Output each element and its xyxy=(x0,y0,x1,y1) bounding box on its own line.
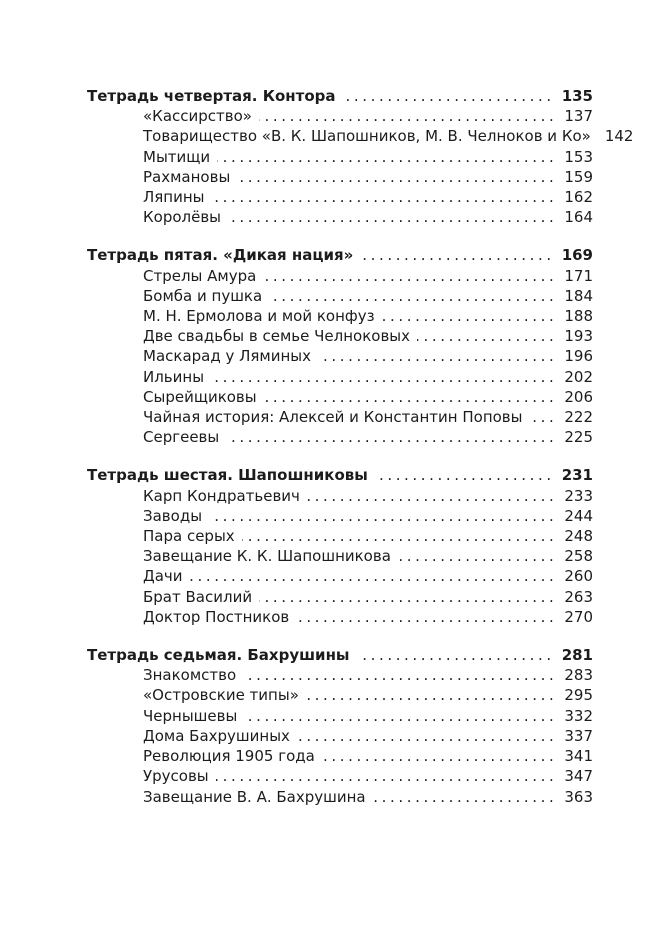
toc-item xyxy=(87,126,634,146)
item-title: Товарищество «В. К. Шапошников, М. В. Челноков и Ко» xyxy=(143,127,591,146)
item-title: Мытищи xyxy=(143,147,211,166)
item-page-number: 225 xyxy=(564,428,593,447)
toc-section-items xyxy=(87,106,634,227)
dot-leader xyxy=(190,566,558,586)
dot-leader xyxy=(237,167,557,187)
toc-item xyxy=(87,187,593,207)
toc-item xyxy=(87,486,593,506)
dot-leader xyxy=(375,465,555,485)
item-title: Ляпины xyxy=(143,188,205,207)
toc-section xyxy=(87,645,593,807)
toc-item xyxy=(87,106,593,126)
toc-item xyxy=(87,787,593,807)
toc-item xyxy=(87,207,593,227)
toc-item xyxy=(87,566,593,586)
dot-leader xyxy=(417,326,557,346)
item-title: Королёвы xyxy=(143,208,222,227)
toc-item xyxy=(87,387,593,407)
dot-leader xyxy=(373,787,558,807)
item-page-number: 258 xyxy=(564,547,593,566)
dot-leader xyxy=(259,587,557,607)
dot-leader xyxy=(296,607,557,627)
item-title: Революция 1905 года xyxy=(143,747,315,766)
toc-item xyxy=(87,346,593,366)
item-title: Бомба и пушка xyxy=(143,286,263,305)
toc-item xyxy=(87,506,593,526)
toc-item xyxy=(87,546,593,566)
toc-section xyxy=(87,86,634,227)
dot-leader xyxy=(228,207,557,227)
toc-item xyxy=(87,665,593,685)
toc-item xyxy=(87,167,593,187)
item-title: Урусовы xyxy=(143,767,209,786)
toc-item xyxy=(87,266,593,286)
item-page-number: 184 xyxy=(564,286,593,305)
toc-section-header xyxy=(87,645,593,665)
item-page-number: 164 xyxy=(564,208,593,227)
item-title: «Островские типы» xyxy=(143,686,299,705)
item-title: Маскарад у Ляминых xyxy=(143,347,312,366)
toc-item xyxy=(87,306,593,326)
item-page-number: 295 xyxy=(564,686,593,705)
section-title: Тетрадь седьмая. Бахрушины xyxy=(87,646,350,665)
dot-leader xyxy=(307,486,557,506)
toc-section xyxy=(87,465,593,627)
toc-item xyxy=(87,147,593,167)
table-of-contents xyxy=(87,86,634,807)
dot-leader xyxy=(398,546,557,566)
item-page-number: 337 xyxy=(564,726,593,745)
item-page-number: 222 xyxy=(564,408,593,427)
toc-item xyxy=(87,746,593,766)
toc-section-items xyxy=(87,665,593,806)
item-title: Чайная история: Алексей и Константин Поповы xyxy=(143,408,523,427)
section-title: Тетрадь четвертая. Контора xyxy=(87,87,336,105)
section-page-number: 135 xyxy=(561,87,593,105)
item-title: Завещание В. А. Бахрушина xyxy=(143,787,366,806)
item-title: Две свадьбы в семье Челноковых xyxy=(143,327,411,346)
item-page-number: 193 xyxy=(564,327,593,346)
dot-leader xyxy=(269,286,557,306)
toc-item xyxy=(87,766,593,786)
item-page-number: 202 xyxy=(564,367,593,386)
section-page-number: 169 xyxy=(561,246,593,265)
dot-leader xyxy=(212,187,558,207)
item-title: Сергеевы xyxy=(143,428,220,447)
item-title: Дома Бахрушиных xyxy=(143,726,290,745)
item-title: Рахмановы xyxy=(143,167,231,186)
section-page-number: 231 xyxy=(561,466,593,485)
toc-item xyxy=(87,706,593,726)
item-page-number: 137 xyxy=(564,107,593,126)
item-page-number: 233 xyxy=(564,486,593,505)
item-page-number: 332 xyxy=(564,706,593,725)
dot-leader xyxy=(216,766,558,786)
dot-leader xyxy=(360,245,554,265)
item-page-number: 188 xyxy=(564,307,593,326)
item-page-number: 196 xyxy=(564,347,593,366)
dot-leader xyxy=(242,526,558,546)
item-page-number: 171 xyxy=(564,266,593,285)
toc-section-header xyxy=(87,86,593,106)
toc-section-header xyxy=(87,245,593,265)
item-title: Знакомство xyxy=(143,666,237,685)
dot-leader xyxy=(211,367,557,387)
item-page-number: 206 xyxy=(564,387,593,406)
dot-leader xyxy=(318,346,557,366)
item-title: Чернышевы xyxy=(143,706,238,725)
item-page-number: 162 xyxy=(564,188,593,207)
dot-leader xyxy=(530,407,558,427)
toc-item xyxy=(87,326,593,346)
toc-section-header xyxy=(87,465,593,485)
dot-leader xyxy=(343,86,555,106)
toc-item xyxy=(87,587,593,607)
item-page-number: 260 xyxy=(564,567,593,586)
item-title: Стрелы Амура xyxy=(143,266,257,285)
item-title: Заводы xyxy=(143,506,203,525)
dot-leader xyxy=(226,427,557,447)
section-title: Тетрадь шестая. Шапошниковы xyxy=(87,466,368,485)
item-page-number: 270 xyxy=(564,607,593,626)
dot-leader xyxy=(322,746,558,766)
toc-item xyxy=(87,607,593,627)
toc-section-items xyxy=(87,266,593,448)
item-title: Доктор Постников xyxy=(143,607,290,626)
item-page-number: 248 xyxy=(564,527,593,546)
item-title: Сырейщиковы xyxy=(143,387,257,406)
dot-leader xyxy=(244,706,557,726)
item-page-number: 283 xyxy=(564,666,593,685)
item-page-number: 347 xyxy=(564,767,593,786)
item-title: М. Н. Ермолова и мой конфуз xyxy=(143,307,375,326)
toc-section-items xyxy=(87,486,593,627)
item-title: Дачи xyxy=(143,567,183,586)
item-page-number: 142 xyxy=(604,127,634,146)
dot-leader xyxy=(263,266,557,286)
toc-item xyxy=(87,526,593,546)
item-title: Ильины xyxy=(143,367,205,386)
item-page-number: 153 xyxy=(564,147,593,166)
dot-leader xyxy=(382,306,558,326)
item-title: Пара серых xyxy=(143,527,235,546)
section-page-number: 281 xyxy=(561,646,593,665)
toc-item xyxy=(87,685,593,705)
toc-item xyxy=(87,367,593,387)
dot-leader xyxy=(357,645,555,665)
dot-leader xyxy=(264,387,558,407)
toc-item xyxy=(87,427,593,447)
toc-item xyxy=(87,726,593,746)
toc-item xyxy=(87,286,593,306)
section-title: Тетрадь пятая. «Дикая нация» xyxy=(87,246,354,265)
item-page-number: 244 xyxy=(564,506,593,525)
dot-leader xyxy=(217,147,557,167)
item-title: Брат Василий xyxy=(143,587,253,606)
item-title: «Кассирство» xyxy=(143,107,252,126)
dot-leader xyxy=(297,726,557,746)
dot-leader xyxy=(259,106,557,126)
item-page-number: 263 xyxy=(564,587,593,606)
item-page-number: 341 xyxy=(564,747,593,766)
toc-section xyxy=(87,245,593,447)
item-page-number: 159 xyxy=(564,167,593,186)
item-title: Завещание К. К. Шапошникова xyxy=(143,547,391,566)
item-title: Карп Кондратьевич xyxy=(143,486,300,505)
dot-leader xyxy=(243,665,557,685)
toc-item xyxy=(87,407,593,427)
dot-leader xyxy=(209,506,557,526)
dot-leader xyxy=(306,685,557,705)
item-page-number: 363 xyxy=(564,787,593,806)
